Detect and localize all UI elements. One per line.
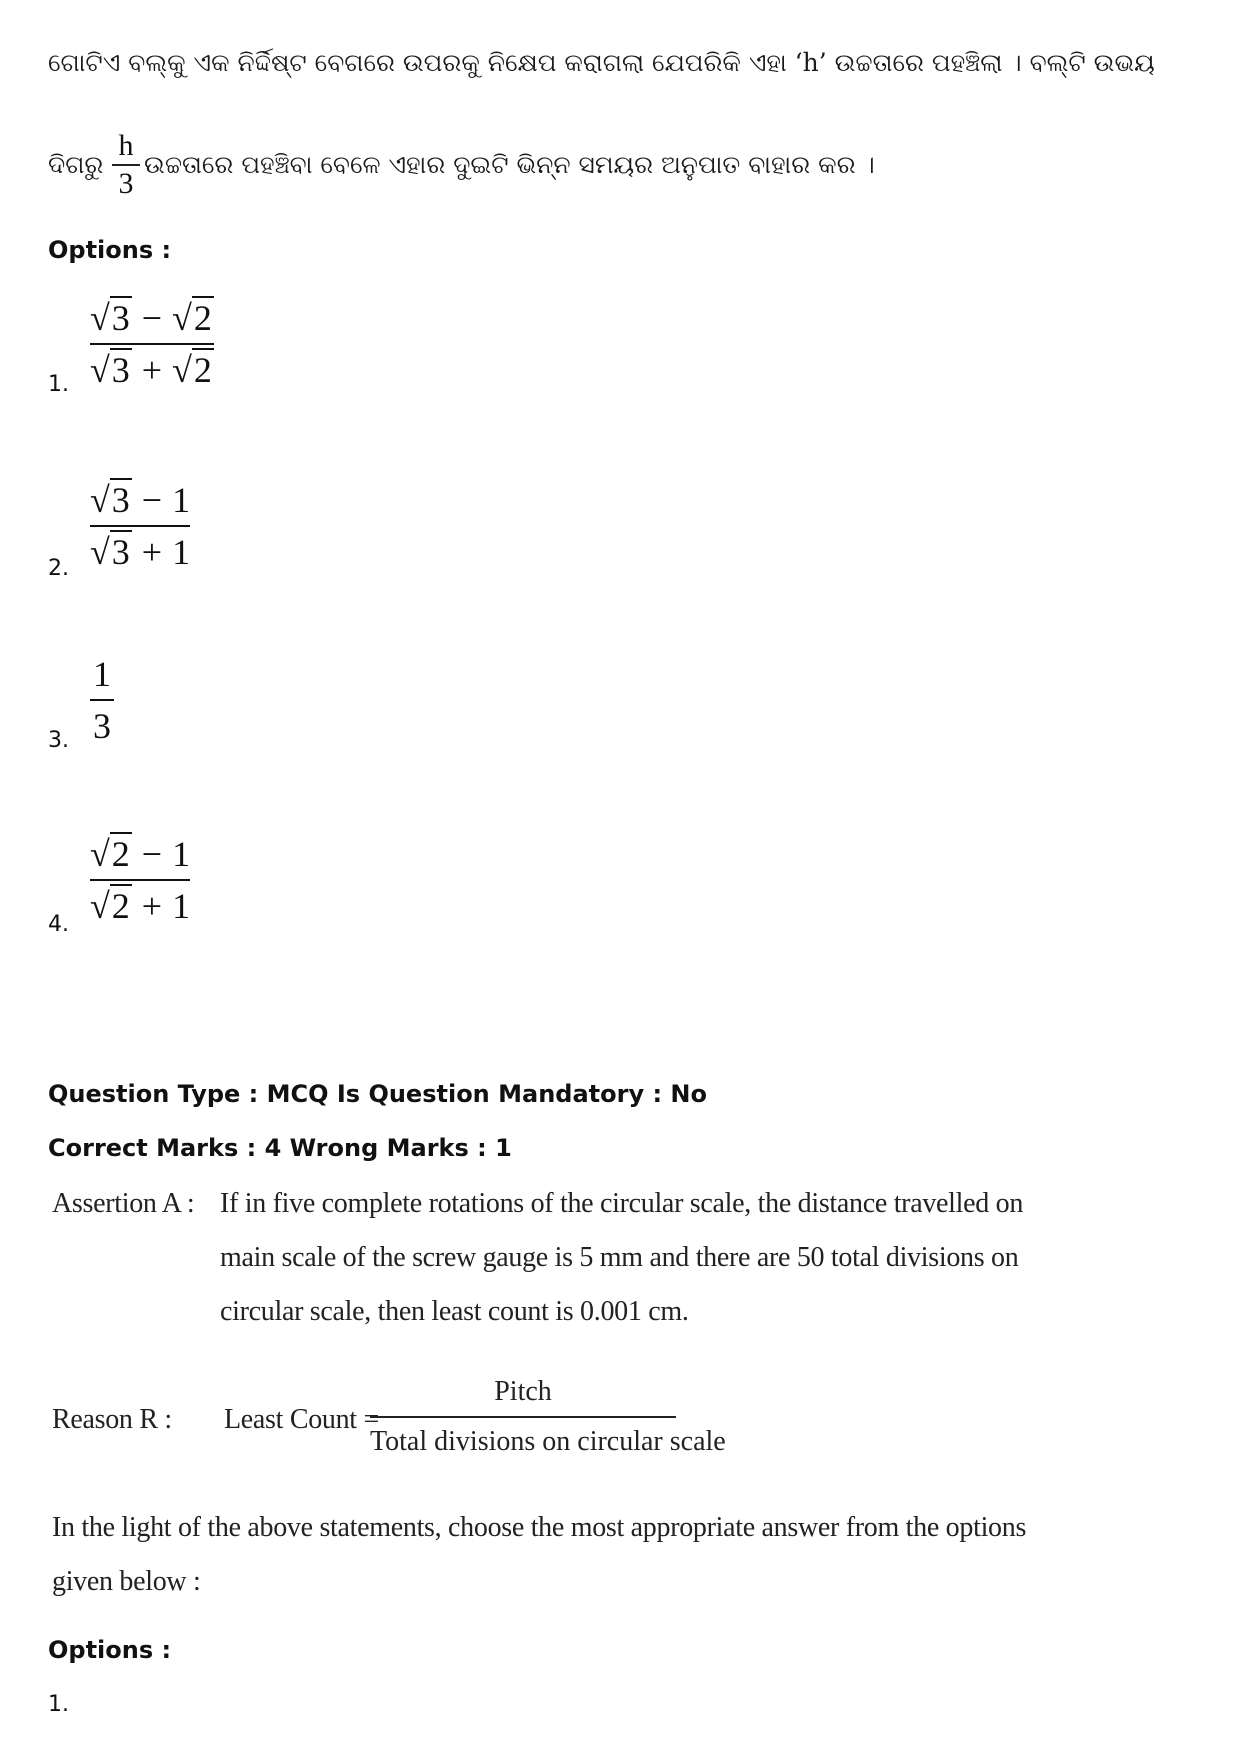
sqrt-symbol: √3 <box>90 532 130 572</box>
question-text-rest: ଉଚ୍ଚତାରେ ପହଞ୍ଚିବା ବେଳେ ଏହାର ଦୁଇଟି ଭିନ୍ନ ସମୟର ଅନୁପାତ ବାହାର କର । <box>144 150 875 179</box>
sqrt-symbol: √3 <box>90 480 130 520</box>
sqrt-symbol: √2 <box>172 298 212 338</box>
fraction-numerator: Pitch <box>494 1376 552 1407</box>
assertion-line-3: circular scale, then least count is 0.001 cm. <box>220 1296 689 1327</box>
sqrt-symbol: √2 <box>90 886 130 926</box>
fraction-denominator: √3 + √2 <box>90 350 212 390</box>
fraction-bar <box>370 1416 676 1418</box>
fraction-denominator: 3 <box>93 706 111 746</box>
options-heading: Options : <box>48 236 172 264</box>
fraction-bar <box>90 879 190 881</box>
fraction-bar <box>90 699 114 701</box>
assertion-line-1: If in five complete rotations of the circular scale, the distance travelled on <box>220 1188 1024 1219</box>
fraction-bar <box>90 343 214 345</box>
question-text-line-1: ଗୋଟିଏ ବଲ୍‌କୁ ଏକ ନିର୍ଦ୍ଦିଷ୍ଟ ବେଗରେ ଉପରକୁ ନିକ୍ଷେପ କରାଗଲା ଯେପରିକି ଏହା ‘h’ ଉଚ୍ଚତାରେ ପହଞ୍ଚିଲା । ବଲ୍‌ଟି ଉଭୟ <box>48 48 1155 77</box>
sqrt-symbol: √2 <box>90 834 130 874</box>
sqrt-symbol: √3 <box>90 350 130 390</box>
option-number[interactable]: 1. <box>48 1692 69 1717</box>
inline-fraction-h-over-3 <box>112 130 140 200</box>
assertion-line-2: main scale of the screw gauge is 5 mm and there are 50 total divisions on <box>220 1242 1019 1273</box>
fraction-bar <box>112 164 140 166</box>
option-4-fraction[interactable] <box>90 832 190 928</box>
option-3-fraction[interactable] <box>90 652 114 748</box>
sqrt-symbol: √2 <box>172 350 212 390</box>
option-number: 1. <box>48 372 69 397</box>
instruction-line-2: given below : <box>52 1566 201 1597</box>
option-2-fraction[interactable] <box>90 478 190 574</box>
fraction-denominator: √2 + 1 <box>90 886 191 926</box>
option-number: 4. <box>48 912 69 937</box>
fraction-bar <box>90 525 190 527</box>
option-1-fraction[interactable] <box>90 296 214 392</box>
fraction-numerator: √3 − 1 <box>90 480 191 520</box>
question-type-line: Question Type : MCQ Is Question Mandatory : No <box>48 1080 707 1108</box>
question-text-start: ଦିଗରୁ <box>48 150 104 179</box>
inline-fraction-numerator: h <box>118 129 134 162</box>
question-text-line-2 <box>48 150 875 180</box>
fraction-numerator: √3 − √2 <box>90 298 212 338</box>
assertion-label: Assertion A : <box>52 1188 195 1219</box>
reason-lhs: Least Count = <box>224 1404 379 1435</box>
marks-line: Correct Marks : 4 Wrong Marks : 1 <box>48 1134 512 1162</box>
fraction-denominator: Total divisions on circular scale <box>370 1426 726 1457</box>
option-number: 2. <box>48 556 69 581</box>
reason-label: Reason R : <box>52 1404 172 1435</box>
inline-fraction-denominator: 3 <box>118 167 134 200</box>
least-count-fraction <box>370 1374 726 1460</box>
instruction-line-1: In the light of the above statements, choose the most appropriate answer from the options <box>52 1512 1027 1543</box>
fraction-numerator: √2 − 1 <box>90 834 191 874</box>
fraction-denominator: √3 + 1 <box>90 532 191 572</box>
option-number: 3. <box>48 728 69 753</box>
fraction-numerator: 1 <box>93 654 111 694</box>
sqrt-symbol: √3 <box>90 298 130 338</box>
options-heading: Options : <box>48 1636 172 1664</box>
